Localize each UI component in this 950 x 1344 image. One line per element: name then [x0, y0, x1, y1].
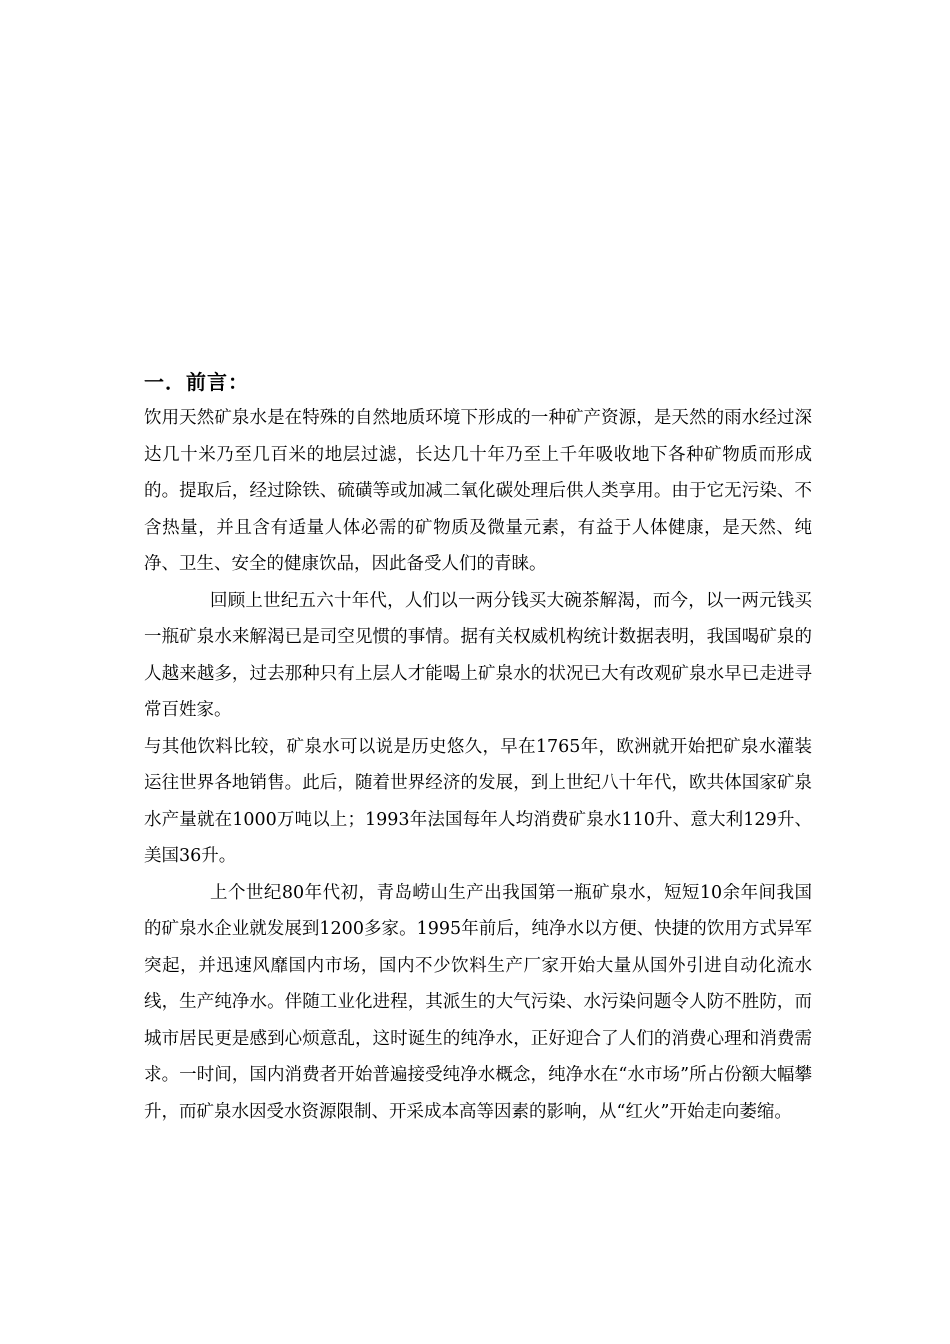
section-heading: 一．前言：: [144, 370, 249, 394]
paragraph-history: 回顾上世纪五六十年代，人们以一两分钱买大碗茶解渴，而今，以一两元钱买一瓶矿泉水来解渴已是司空见惯的事情。据有关权威机构统计数据表明，我国喝矿泉的人越来越多，过去那种只有上层人才能喝上矿泉水的状况已大有改观矿泉水早已走进寻常百姓家。: [144, 590, 812, 720]
paragraph-china-market: 上个世纪80年代初，青岛崂山生产出我国第一瓶矿泉水，短短10余年间我国的矿泉水企业就发展到1200多家。1995年前后，纯净水以方便、快捷的饮用方式异军突起，并迅速风靡国内市场，国内不少饮料生产厂家开始大量从国外引进自动化流水线，生产纯净水。伴随工业化进程，其派生的大气污染、水污染问题令人防不胜防，而城市居民更是感到心烦意乱，这时诞生的纯净水，正好迎合了人们的消费心理和消费需求。一时间，国内消费者开始普遍接受纯净水概念，纯净水在“水市场”所占份额大幅攀升，而矿泉水因受水资源限制、开采成本高等因素的影响，从“红火”开始走向萎缩。: [144, 882, 812, 1122]
paragraph-intro: 饮用天然矿泉水是在特殊的自然地质环境下形成的一种矿产资源，是天然的雨水经过深达几十米乃至几百米的地层过滤，长达几十年乃至上千年吸收地下各种矿物质而形成的。提取后，经过除铁、硫磺等或加减二氧化碳处理后供人类享用。由于它无污染、不含热量，并且含有适量人体必需的矿物质及微量元素，有益于人体健康，是天然、纯净、卫生、安全的健康饮品，因此备受人们的青睐。: [144, 408, 812, 574]
document-body: [144, 364, 812, 1130]
paragraph-europe: 与其他饮料比较，矿泉水可以说是历史悠久，早在1765年，欧洲就开始把矿泉水灌装运往世界各地销售。此后，随着世界经济的发展，到上世纪八十年代，欧共体国家矿泉水产量就在1000万吨以上；1993年法国每年人均消费矿泉水110升、意大利129升、美国36升。: [144, 736, 812, 866]
